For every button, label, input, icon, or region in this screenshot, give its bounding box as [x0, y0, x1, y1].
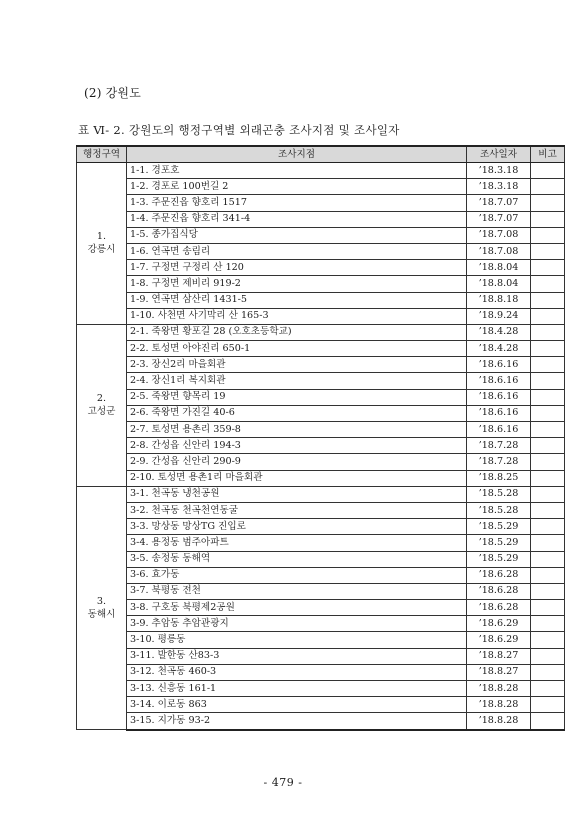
site-cell: 3-4. 용정동 범주아파트 [127, 535, 467, 551]
note-cell [531, 195, 565, 211]
date-cell: ’18.8.28 [467, 681, 531, 697]
region-number: 1. [96, 231, 107, 243]
note-cell [531, 438, 565, 454]
region-cell [77, 324, 127, 486]
note-cell [531, 664, 565, 680]
note-cell [531, 519, 565, 535]
note-cell [531, 713, 565, 730]
site-cell: 3-3. 망상동 망상TG 진입로 [127, 519, 467, 535]
site-cell: 3-7. 북평동 전천 [127, 583, 467, 599]
table-row [77, 470, 565, 486]
site-cell: 1-5. 종가집식당 [127, 227, 467, 243]
note-cell [531, 389, 565, 405]
date-cell: ’18.5.29 [467, 551, 531, 567]
date-cell: ’18.6.16 [467, 389, 531, 405]
table-row [77, 341, 565, 357]
site-cell: 2-8. 간성읍 신안리 194-3 [127, 438, 467, 454]
note-cell [531, 179, 565, 195]
table-row [77, 373, 565, 389]
date-cell: ’18.8.04 [467, 276, 531, 292]
table-row [77, 551, 565, 567]
note-cell [531, 243, 565, 259]
site-cell: 2-2. 토성면 아야진리 650-1 [127, 341, 467, 357]
table-row [77, 648, 565, 664]
note-cell [531, 227, 565, 243]
site-cell: 1-7. 구정면 구정리 산 120 [127, 260, 467, 276]
date-cell: ’18.8.27 [467, 664, 531, 680]
survey-table [76, 145, 565, 731]
date-cell: ’18.5.28 [467, 486, 531, 502]
date-cell: ’18.6.16 [467, 373, 531, 389]
date-cell: ’18.8.25 [467, 470, 531, 486]
site-cell: 3-14. 이로동 863 [127, 697, 467, 713]
site-cell: 2-7. 토성면 용촌리 359-8 [127, 422, 467, 438]
table-row [77, 600, 565, 616]
note-cell [531, 697, 565, 713]
site-cell: 1-9. 연곡면 삼산리 1431-5 [127, 292, 467, 308]
note-cell [531, 681, 565, 697]
region-name: 강릉시 [87, 244, 116, 256]
table-row [77, 664, 565, 680]
column-header-region: 행정구역 [77, 146, 127, 163]
note-cell [531, 470, 565, 486]
column-header-date: 조사일자 [467, 146, 531, 163]
note-cell [531, 551, 565, 567]
site-cell: 3-8. 구호동 북평제2공원 [127, 600, 467, 616]
date-cell: ’18.6.28 [467, 583, 531, 599]
date-cell: ’18.8.28 [467, 713, 531, 730]
region-cell [77, 486, 127, 729]
table-row [77, 535, 565, 551]
note-cell [531, 502, 565, 518]
date-cell: ’18.7.08 [467, 227, 531, 243]
site-cell: 2-4. 장신1리 복지회관 [127, 373, 467, 389]
table-caption: 표 Ⅵ- 2. 강원도의 행정구역별 외래곤충 조사지점 및 조사일자 [78, 123, 400, 137]
date-cell: ’18.7.28 [467, 454, 531, 470]
table-row [77, 308, 565, 324]
site-cell: 1-10. 사천면 사기막리 산 165-3 [127, 308, 467, 324]
date-cell: ’18.6.28 [467, 567, 531, 583]
date-cell: ’18.8.04 [467, 260, 531, 276]
date-cell: ’18.4.28 [467, 341, 531, 357]
site-cell: 1-1. 경포호 [127, 163, 467, 179]
date-cell: ’18.6.28 [467, 600, 531, 616]
site-cell: 1-6. 연곡면 송림리 [127, 243, 467, 259]
note-cell [531, 163, 565, 179]
site-cell: 3-15. 지가동 93-2 [127, 713, 467, 730]
site-cell: 1-8. 구정면 제비리 919-2 [127, 276, 467, 292]
note-cell [531, 632, 565, 648]
site-cell: 1-2. 경포로 100번길 2 [127, 179, 467, 195]
note-cell [531, 308, 565, 324]
date-cell: ’18.5.29 [467, 519, 531, 535]
column-header-note: 비고 [531, 146, 565, 163]
date-cell: ’18.3.18 [467, 163, 531, 179]
date-cell: ’18.9.24 [467, 308, 531, 324]
date-cell: ’18.8.28 [467, 697, 531, 713]
table-body [77, 163, 565, 730]
note-cell [531, 211, 565, 227]
table-row [77, 422, 565, 438]
site-cell: 3-5. 송정동 동해역 [127, 551, 467, 567]
table-row [77, 616, 565, 632]
note-cell [531, 276, 565, 292]
table-row [77, 405, 565, 421]
table-row [77, 179, 565, 195]
site-cell: 2-5. 죽왕면 향목리 19 [127, 389, 467, 405]
table-header-row [77, 146, 565, 163]
table-row [77, 519, 565, 535]
site-cell: 2-6. 죽왕면 가진길 40-6 [127, 405, 467, 421]
date-cell: ’18.5.29 [467, 535, 531, 551]
date-cell: ’18.7.28 [467, 438, 531, 454]
table-row [77, 389, 565, 405]
table-row [77, 276, 565, 292]
date-cell: ’18.8.27 [467, 648, 531, 664]
note-cell [531, 292, 565, 308]
table-row [77, 583, 565, 599]
table-row [77, 243, 565, 259]
table-row [77, 163, 565, 179]
region-name: 동해시 [87, 608, 116, 620]
note-cell [531, 600, 565, 616]
table-row [77, 195, 565, 211]
date-cell: ’18.6.29 [467, 616, 531, 632]
column-header-site: 조사지점 [127, 146, 467, 163]
site-cell: 3-1. 천곡동 냉천공원 [127, 486, 467, 502]
table-row [77, 697, 565, 713]
table-row [77, 211, 565, 227]
region-name: 고성군 [87, 406, 116, 418]
note-cell [531, 486, 565, 502]
table-row [77, 260, 565, 276]
date-cell: ’18.6.16 [467, 422, 531, 438]
site-cell: 3-6. 효가동 [127, 567, 467, 583]
site-cell: 1-3. 주문진읍 향호리 1517 [127, 195, 467, 211]
table-row [77, 632, 565, 648]
note-cell [531, 616, 565, 632]
note-cell [531, 324, 565, 340]
section-heading: (2) 강원도 [84, 86, 141, 100]
table-row [77, 438, 565, 454]
date-cell: ’18.7.07 [467, 195, 531, 211]
table-row [77, 227, 565, 243]
date-cell: ’18.5.28 [467, 502, 531, 518]
date-cell: ’18.6.29 [467, 632, 531, 648]
note-cell [531, 405, 565, 421]
table-row [77, 454, 565, 470]
table-row [77, 357, 565, 373]
site-cell: 2-10. 토성면 용촌1리 마을회관 [127, 470, 467, 486]
site-cell: 3-9. 추암동 추암관광지 [127, 616, 467, 632]
date-cell: ’18.6.16 [467, 405, 531, 421]
note-cell [531, 260, 565, 276]
date-cell: ’18.8.18 [467, 292, 531, 308]
note-cell [531, 454, 565, 470]
site-cell: 3-13. 신흥동 161-1 [127, 681, 467, 697]
site-cell: 3-12. 천곡동 460-3 [127, 664, 467, 680]
site-cell: 1-4. 주문진읍 향호리 341-4 [127, 211, 467, 227]
note-cell [531, 422, 565, 438]
note-cell [531, 535, 565, 551]
table-row [77, 567, 565, 583]
date-cell: ’18.6.16 [467, 357, 531, 373]
note-cell [531, 373, 565, 389]
table-row [77, 486, 565, 502]
note-cell [531, 357, 565, 373]
note-cell [531, 583, 565, 599]
date-cell: ’18.4.28 [467, 324, 531, 340]
date-cell: ’18.3.18 [467, 179, 531, 195]
site-cell: 3-2. 천곡동 천곡천연동굴 [127, 502, 467, 518]
table-row [77, 292, 565, 308]
region-number: 3. [96, 595, 107, 607]
note-cell [531, 648, 565, 664]
note-cell [531, 341, 565, 357]
site-cell: 2-1. 죽왕면 황포길 28 (오호초등학교) [127, 324, 467, 340]
site-cell: 2-3. 장신2리 마을회관 [127, 357, 467, 373]
site-cell: 3-11. 발한동 산83-3 [127, 648, 467, 664]
site-cell: 2-9. 간성읍 신안리 290-9 [127, 454, 467, 470]
table-row [77, 324, 565, 340]
date-cell: ’18.7.07 [467, 211, 531, 227]
table-row [77, 681, 565, 697]
site-cell: 3-10. 평릉동 [127, 632, 467, 648]
region-cell [77, 163, 127, 325]
date-cell: ’18.7.08 [467, 243, 531, 259]
note-cell [531, 567, 565, 583]
region-number: 2. [96, 393, 107, 405]
table-row [77, 502, 565, 518]
page-number: - 479 - [263, 776, 303, 789]
table-row [77, 713, 565, 730]
